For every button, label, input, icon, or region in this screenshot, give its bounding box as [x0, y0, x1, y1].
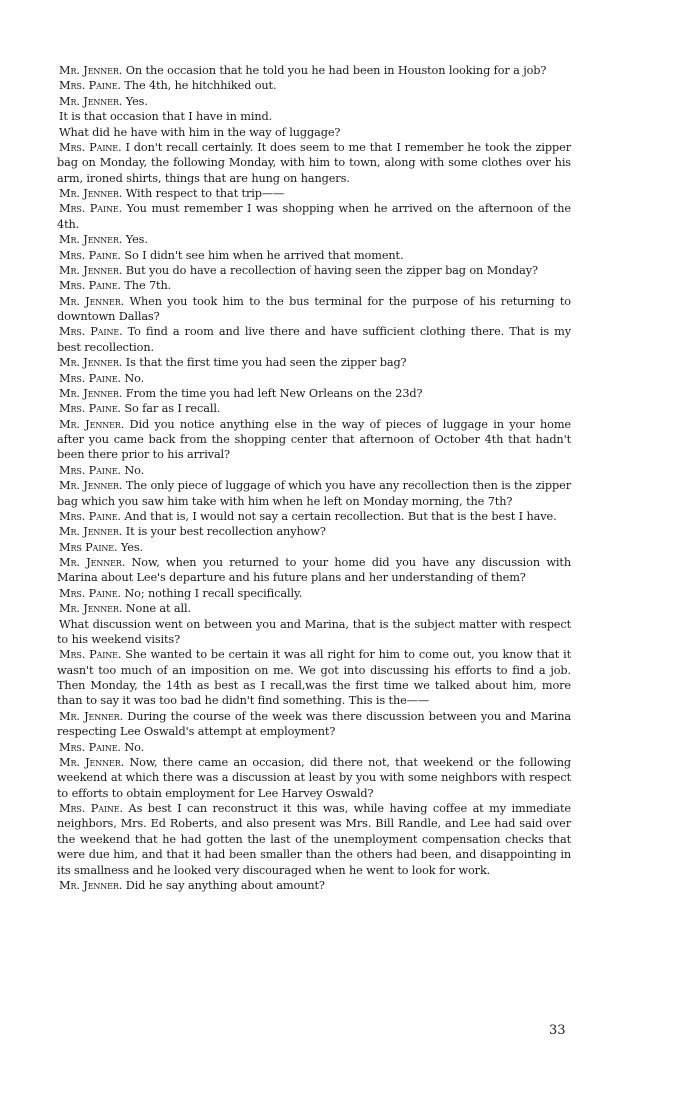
speaker-name: Mr. Jenner.	[59, 294, 125, 308]
statement-text: And that is, I would not say a certain recollection. But that is the best I have.	[120, 509, 557, 523]
statement-text: The only piece of luggage of which you have any recollection then is the zipper bag which you saw him take with him when he left on Monday morning, the 7th?	[57, 479, 571, 508]
speaker-name: Mrs. Paine.	[59, 509, 121, 523]
statement-text: Yes.	[117, 540, 143, 554]
testimony-paragraph	[57, 586, 571, 601]
testimony-paragraph	[57, 540, 571, 555]
statement-text: Did he say anything about amount?	[122, 878, 325, 892]
testimony-paragraph	[57, 63, 571, 78]
testimony-paragraph	[57, 709, 571, 740]
statement-text: No; nothing I recall specifically.	[120, 586, 303, 600]
statement-text: What discussion went on between you and Marina, that is the subject matter with respect to his weekend visits?	[57, 617, 571, 646]
statement-text: Yes.	[122, 233, 148, 247]
speaker-name: Mrs. Paine.	[59, 202, 123, 216]
statement-text: None at all.	[122, 602, 191, 616]
testimony-paragraph	[57, 78, 571, 93]
statement-text: When you took him to the bus terminal for the purpose of his returning to downtown Dallas?	[57, 294, 571, 323]
speaker-name: Mr. Jenner.	[59, 602, 123, 616]
statement-text: The 4th, he hitchhiked out.	[120, 79, 277, 93]
testimony-paragraph	[57, 555, 571, 586]
statement-text: From the time you had left New Orleans on the 23d?	[122, 386, 423, 400]
statement-text: During the course of the week was there discussion between you and Marina respecting Lee Oswald's attempt at employment?	[57, 709, 571, 739]
statement-text: No.	[120, 371, 145, 385]
speaker-name: Mrs. Paine.	[59, 140, 122, 154]
testimony-paragraph	[57, 109, 571, 124]
testimony-paragraph	[57, 278, 571, 293]
speaker-name: Mrs. Paine.	[59, 586, 121, 600]
testimony-paragraph	[57, 601, 571, 616]
statement-text: But you do have a recollection of having seen the zipper bag on Monday?	[122, 263, 538, 277]
testimony-paragraph	[57, 94, 571, 109]
statement-text: So I didn't see him when he arrived that moment.	[120, 248, 404, 262]
speaker-name: Mrs. Paine.	[59, 402, 121, 416]
statement-text: Now, there came an occasion, did there not, that weekend or the following weekend at which there was a discussion at least by you with some neighbors with respect to efforts to obtain employment for Lee Harvey Oswald?	[57, 755, 571, 800]
speaker-name: Mrs. Paine.	[59, 740, 121, 754]
testimony-paragraph	[57, 647, 571, 709]
speaker-name: Mrs. Paine.	[59, 248, 121, 262]
testimony-paragraph	[57, 140, 571, 186]
statement-text: Did you notice anything else in the way of pieces of luggage in your home after you came back from the shopping center that afternoon of October 4th that hadn't been there prior to his arrival?	[57, 417, 571, 462]
speaker-name: Mr. Jenner.	[59, 878, 123, 892]
testimony-paragraph	[57, 248, 571, 263]
speaker-name: Mrs Paine.	[59, 540, 118, 554]
statement-text: Now, when you returned to your home did you have any discussion with Marina about Lee's departure and his future plans and her understanding of them?	[57, 556, 571, 585]
statement-text: She wanted to be certain it was all right for him to come out, you know that it wasn't too much of an imposition on me. We got into discussing his efforts to find a job. Then Monday, the 14th as best as I recall,was the first time we talked about him, more than to say it was too bad he didn't find something. This is the——	[57, 648, 571, 708]
testimony-paragraph	[57, 294, 571, 325]
speaker-name: Mr. Jenner.	[59, 356, 123, 370]
speaker-name: Mrs. Paine.	[59, 279, 121, 293]
speaker-name: Mr. Jenner.	[59, 709, 124, 723]
statement-text: So far as I recall.	[120, 402, 221, 416]
statement-text: What did he have with him in the way of luggage?	[59, 125, 341, 139]
speaker-name: Mrs. Paine.	[59, 648, 122, 662]
speaker-name: Mr. Jenner.	[59, 556, 126, 569]
speaker-name: Mr. Jenner.	[59, 417, 125, 431]
statement-text: It is your best recollection anyhow?	[122, 525, 326, 539]
statement-text: As best I can reconstruct it this was, while having coffee at my immediate neighbors, Mrs. Ed Roberts, and also present was Mrs. Bill Randle, and Lee had said over the weekend that he had gotten the last of the unemployment compensation checks that were due him, and that it had been smaller than the others had been, and disappointing in its smallness and he looked very discouraged when he went to look for work.	[57, 802, 572, 877]
speaker-name: Mrs. Paine.	[59, 802, 123, 815]
speaker-name: Mr. Jenner.	[59, 525, 123, 539]
testimony-paragraph	[57, 263, 571, 278]
testimony-paragraph	[57, 740, 571, 755]
statement-text: No.	[120, 740, 145, 754]
testimony-paragraph	[57, 463, 571, 478]
speaker-name: Mr. Jenner.	[59, 386, 123, 400]
speaker-name: Mr. Jenner.	[59, 755, 125, 769]
speaker-name: Mr. Jenner.	[59, 94, 123, 108]
page-number: 33	[549, 1023, 566, 1038]
statement-text: The 7th.	[120, 279, 172, 293]
statement-text: It is that occasion that I have in mind.	[59, 110, 273, 124]
statement-text: With respect to that trip——	[122, 187, 285, 200]
statement-text: To find a room and live there and have sufficient clothing there. That is my best recollection.	[57, 325, 572, 354]
testimony-paragraph	[57, 324, 571, 355]
testimony-paragraph	[57, 617, 571, 648]
speaker-name: Mrs. Paine.	[59, 371, 121, 385]
testimony-paragraph	[57, 524, 571, 539]
testimony-paragraph	[57, 801, 571, 878]
statement-text: You must remember I was shopping when he arrived on the afternoon of the 4th.	[57, 202, 571, 231]
statement-text: No.	[120, 463, 145, 477]
testimony-text	[57, 63, 571, 893]
statement-text: On the occasion that he told you he had been in Houston looking for a job?	[122, 64, 547, 77]
testimony-paragraph	[57, 232, 571, 247]
testimony-paragraph	[57, 355, 571, 370]
statement-text: Yes.	[122, 94, 148, 108]
testimony-paragraph	[57, 417, 571, 463]
testimony-paragraph	[57, 186, 571, 201]
speaker-name: Mr. Jenner.	[59, 187, 123, 200]
statement-text: Is that the first time you had seen the zipper bag?	[122, 356, 407, 370]
speaker-name: Mr. Jenner.	[59, 233, 123, 247]
testimony-paragraph	[57, 371, 571, 386]
testimony-paragraph	[57, 509, 571, 524]
speaker-name: Mr. Jenner.	[59, 263, 123, 277]
testimony-paragraph	[57, 125, 571, 140]
testimony-paragraph	[57, 201, 571, 232]
speaker-name: Mr. Jenner.	[59, 64, 123, 77]
speaker-name: Mr. Jenner.	[59, 479, 123, 493]
speaker-name: Mrs. Paine.	[59, 79, 121, 93]
statement-text: I don't recall certainly. It does seem to me that I remember he took the zipper bag on Monday, the following Monday, with him to town, along with some clothes over his arm, ironed shirts, things that are hung on hangers.	[57, 140, 571, 185]
speaker-name: Mrs. Paine.	[59, 325, 123, 339]
speaker-name: Mrs. Paine.	[59, 463, 121, 477]
testimony-paragraph	[57, 478, 571, 509]
testimony-paragraph	[57, 755, 571, 801]
testimony-paragraph	[57, 401, 571, 416]
testimony-paragraph	[57, 386, 571, 401]
testimony-paragraph	[57, 878, 571, 893]
